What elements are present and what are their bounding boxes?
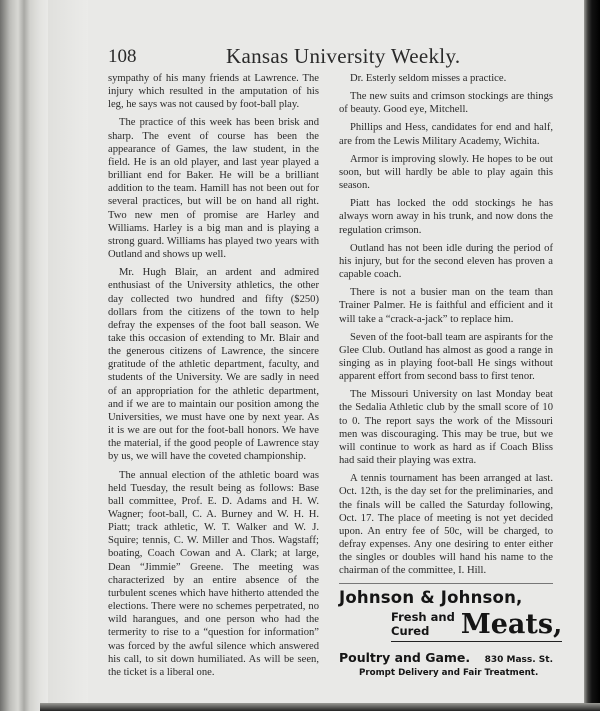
paragraph: Phillips and Hess, candidates for end and half, are from the Lewis Military Academy, Wichita. xyxy=(339,122,553,147)
paragraph: Dr. Esterly seldom misses a practice. xyxy=(350,73,507,84)
paragraph: Mr. Hugh Blair, an ardent and admired enthusiast of the University athletics, the other day collected two hundred and fifty ($250) dollars from the citizens of the town to help defray the expenses of the foot ball season. We take this occasion of extending to Mr. Blair and the generous citizens of Lawrence, the sincere gratitude of the athletic department, faculty, and students of the University. We are sadly in need of an appropriation for the athletic department, and if we are to maintain our position among the Universities, we must have one by next year. As it is we are out for the foot-ball honors. We have the material, if the good people of Lawrence stay by us, we will have the coveted championship. xyxy=(108,267,319,463)
paragraph: The new suits and crimson stockings are things of beauty. Good eye, Mitchell. xyxy=(339,91,553,116)
book-binding-edge xyxy=(0,0,48,711)
paragraph: The annual election of the athletic board was held Tuesday, the result being as follows: Base ball committee, Prof. E. D. Adams and H. W. Wagner; foot-ball, C. A. Burney and W. H. H. Piatt; track athletic, W. T. Walker and W. J. Squire; tennis, C. W. Miller and Thos. Wagstaff; boating, Coach Cowan and A. Clark; at large, Dean “Jimmie” Greene. The meeting was characterized by an entire absence of the turbulent scenes which have hitherto attended the elections. There were no schemes perpetrated, no wild harangues, and one person who had the termerity to rise to a “question for information” was forced by the awful silence which answered his call, to sit down humiliated. As will be seen, the ticket is a liberal one. xyxy=(108,469,319,678)
paragraph: sympathy of his many friends at Lawrence. The injury which resulted in the amputation of his leg, he says was not caused by foot-ball play. xyxy=(108,73,319,111)
paragraph: Piatt has locked the odd stockings he has always worn away in his trunk, and now dons the regulation crimson. xyxy=(339,198,553,236)
ad-fresh-cured xyxy=(391,610,461,642)
paragraph: The practice of this week has been brisk and sharp. The event of course has been the appearance of Games, the law student, in the field. He is an old player, and last year played a brilliant end for Baker. He will be a brilliant addition to the team. Hamill has not been out for several practices, but will be on hand all right. Two new men of promise are Harley and Williams. Harley is a big man and is playing a strong guard. Williams has played two years with Outland and shows up well. xyxy=(108,117,319,261)
ad-cured: Cured xyxy=(391,624,430,639)
ad-poultry-address-row xyxy=(339,650,553,665)
ad-tagline: Prompt Delivery and Fair Treatment. xyxy=(359,668,539,679)
left-column xyxy=(108,72,319,684)
paragraph: Outland has not been idle during the period of his injury, but for the second eleven has proven a capable coach. xyxy=(339,242,553,281)
page-header xyxy=(108,44,554,70)
page-bottom-edge xyxy=(40,703,600,711)
ad-business-name: Johnson & Johnson, xyxy=(339,588,523,608)
publication-title: Kansas University Weekly. xyxy=(226,44,461,68)
paragraph: Seven of the foot-ball team are aspirants for the Glee Club. Outland has almost as good a range in singing as in playing foot-ball He sings without apparent effort from second bass to first tenor. xyxy=(339,331,553,383)
page-right-edge xyxy=(584,0,600,711)
ad-fresh-and: Fresh and xyxy=(391,610,455,625)
paragraph: The Missouri University on last Monday beat the Sedalia Athletic club by the small score of 10 to 0. The report says the work of the Missouri men was discouraging. This may be true, but we will continue to work as hard as if Coach Bliss had said their playing was extra. xyxy=(339,389,553,467)
page-number: 108 xyxy=(108,46,137,67)
right-column xyxy=(339,72,563,679)
ad-meats: Meats, xyxy=(460,609,563,641)
meat-market-advertisement xyxy=(339,583,563,679)
ad-product-row xyxy=(339,609,563,642)
paragraph: There is not a busier man on the team than Trainer Palmer. He is faithful and efficient and it will take a “crack-a-jack” to replace him. xyxy=(339,287,553,325)
ad-poultry: Poultry and Game. xyxy=(339,650,471,666)
ad-address: 830 Mass. St. xyxy=(484,655,553,666)
paragraph: A tennis tournament has been arranged at last. Oct. 12th, is the day set for the preliminaries, and the finals will be called the Saturday following, Oct. 17. The place of meeting is not yet decided upon. An entry fee of 50c, will be charged, to defray expenses. Any one desiring to enter either the singles or doubles will hand his name to the chairman of the committee, I. Hill. xyxy=(339,473,553,577)
page-gutter xyxy=(48,0,88,711)
paragraph: Armor is improving slowly. He hopes to be out soon, but will hardly be able to play again this season. xyxy=(339,153,553,192)
